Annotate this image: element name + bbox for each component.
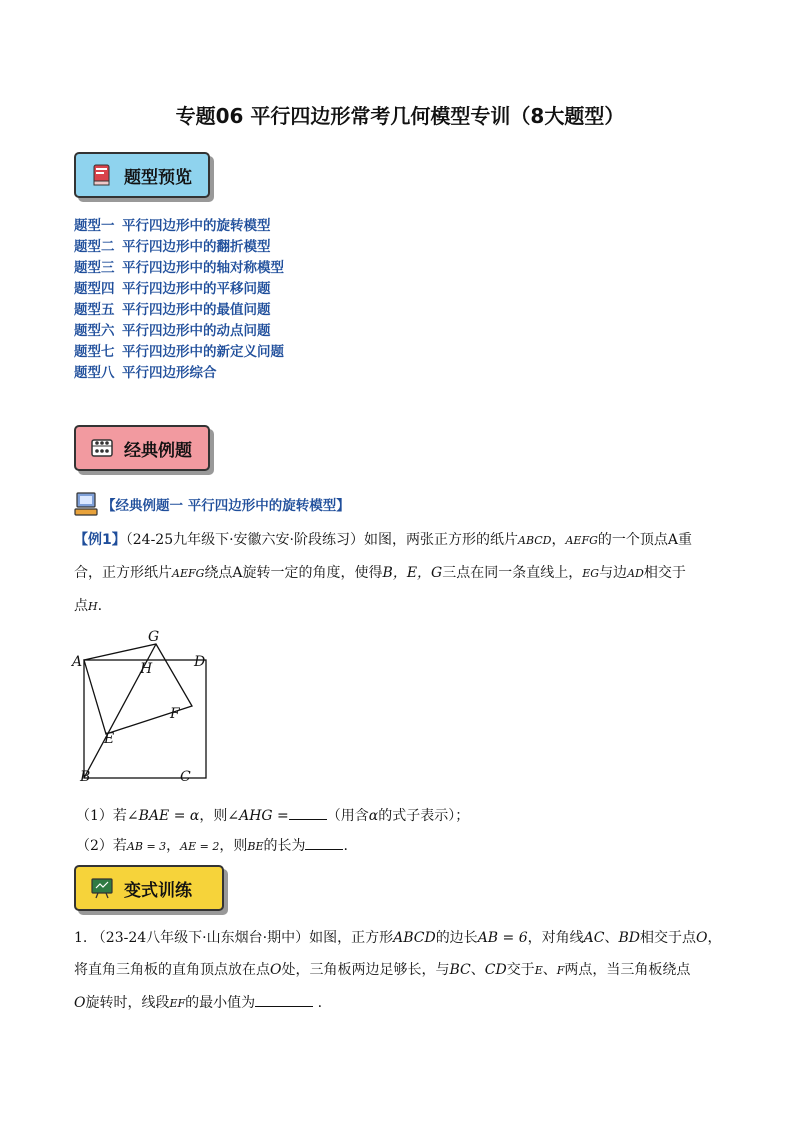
toc-item[interactable]: 题型二 平行四边形中的翻折模型 bbox=[74, 239, 271, 255]
label-h: H bbox=[140, 661, 153, 677]
label-g: G bbox=[148, 629, 160, 645]
toc-list bbox=[74, 216, 284, 384]
section-heading bbox=[74, 490, 350, 518]
toc-item[interactable]: 题型三 平行四边形中的轴对称模型 bbox=[74, 260, 284, 276]
practice-badge bbox=[74, 865, 224, 911]
examples-badge bbox=[74, 425, 210, 471]
question-2: （2）若AB = 3，AE = 2，则BE的长为 . bbox=[76, 835, 348, 855]
page-title: 专题06 平行四边形常考几何模型专训（8大题型） bbox=[175, 104, 625, 128]
preview-badge bbox=[74, 152, 210, 198]
examples-badge-label: 经典例题 bbox=[124, 440, 192, 461]
example-tag: 【例1】 bbox=[74, 532, 126, 548]
preview-badge-label: 题型预览 bbox=[124, 167, 192, 188]
answer-blank[interactable] bbox=[255, 992, 313, 1007]
answer-blank[interactable] bbox=[289, 805, 327, 820]
book-icon bbox=[90, 163, 114, 187]
label-b: B bbox=[80, 769, 91, 785]
toc-item[interactable]: 题型五 平行四边形中的最值问题 bbox=[74, 302, 271, 318]
example-1-text: 【例1】（24-25九年级下·安徽六安·阶段练习）如图，两张正方形的纸片ABCD，AEFG的一个顶点A重 合，正方形纸片AEFG绕点A旋转一定的角度，使得B，E，G三点在同一条直线上，EG与边AD相交于 点H. bbox=[74, 532, 693, 614]
practice-1-text: 1. （23-24八年级下·山东烟台·期中）如图，正方形ABCD的边长AB = 6，对角线AC、BD相交于点O， 将直角三角板的直角顶点放在点O处，三角板两边足够长，与BC、CD交于E、F两点，当三角板绕点 O旋转时，线段EF的最小值为 . bbox=[74, 930, 722, 1011]
toc-item[interactable]: 题型八 平行四边形综合 bbox=[74, 365, 217, 381]
square-abcd bbox=[84, 660, 206, 778]
toc-item[interactable]: 题型七 平行四边形中的新定义问题 bbox=[74, 344, 284, 360]
toc-item[interactable]: 题型四 平行四边形中的平移问题 bbox=[74, 281, 271, 297]
question-1: （1）若∠BAE = α，则∠AHG = （用含α的式子表示）； bbox=[76, 805, 469, 825]
label-e: E bbox=[104, 731, 115, 747]
answer-blank[interactable] bbox=[305, 835, 343, 850]
label-d: D bbox=[194, 654, 206, 670]
geometry-figure bbox=[70, 628, 220, 788]
section-heading-text: 【经典例题一 平行四边形中的旋转模型】 bbox=[102, 498, 350, 514]
label-c: C bbox=[180, 769, 191, 785]
label-a: A bbox=[72, 654, 83, 670]
chalkboard-icon bbox=[90, 876, 114, 900]
toc-item[interactable]: 题型一 平行四边形中的旋转模型 bbox=[74, 218, 271, 234]
practice-badge-label: 变式训练 bbox=[124, 880, 192, 901]
computer-icon bbox=[74, 490, 100, 518]
label-f: F bbox=[170, 706, 180, 722]
abacus-icon bbox=[90, 436, 114, 460]
toc-item[interactable]: 题型六 平行四边形中的动点问题 bbox=[74, 323, 271, 339]
